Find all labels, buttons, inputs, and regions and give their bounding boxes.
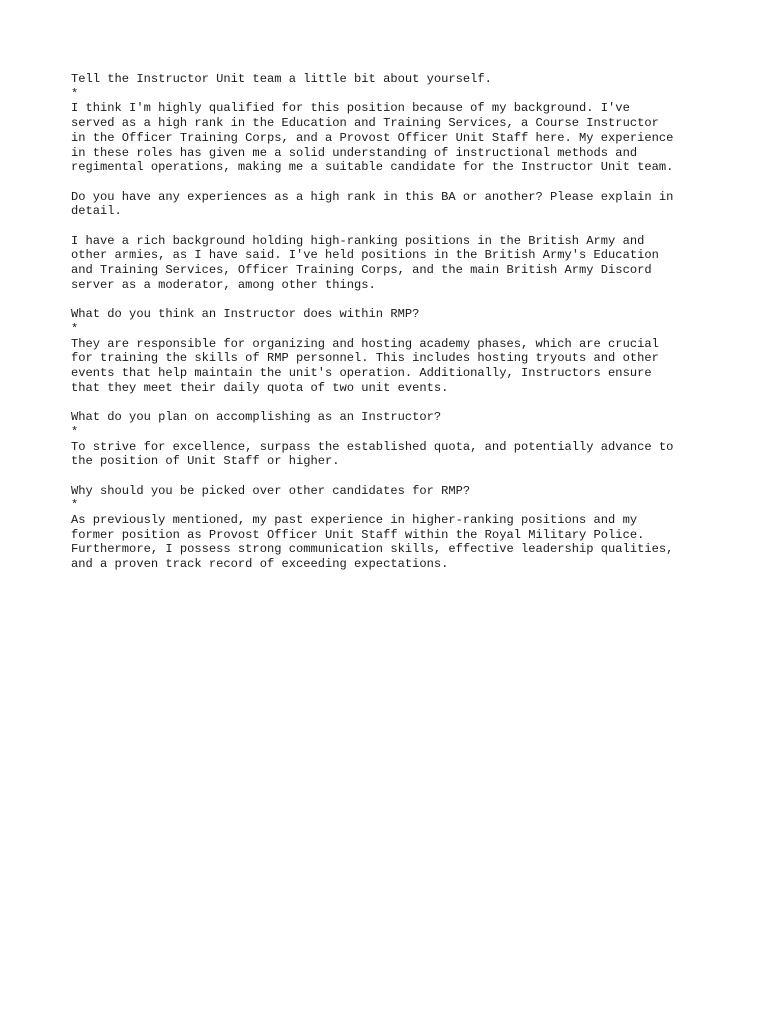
answer-5-line: Furthermore, I possess strong communication skills, effective leadership qualities, — [71, 542, 674, 557]
answer-3-line: events that help maintain the unit's operation. Additionally, Instructors ensure — [71, 366, 652, 381]
question-3-line: What do you think an Instructor does within RMP? — [71, 307, 420, 322]
answer-3-line: that they meet their daily quota of two unit events. — [71, 380, 449, 395]
question-4-line: What do you plan on accomplishing as an Instructor? — [71, 410, 442, 425]
answer-2-line: and Training Services, Officer Training Corps, and the main British Army Discord — [71, 263, 652, 278]
answer-5-line: former position as Provost Officer Unit Staff within the Royal Military Police. — [71, 527, 645, 542]
answer-4-line: To strive for excellence, surpass the established quota, and potentially advance to — [71, 439, 674, 454]
answer-3-line: They are responsible for organizing and hosting academy phases, which are crucial — [71, 336, 659, 351]
answer-2-line: I have a rich background holding high-ranking positions in the British Army and — [71, 233, 645, 248]
blank-line — [71, 469, 711, 484]
question-2-line: detail. — [71, 204, 122, 219]
required-marker: * — [71, 424, 79, 439]
answer-1-line: in these roles has given me a solid understanding of instructional methods and — [71, 145, 638, 160]
blank-line — [71, 293, 711, 308]
blank-line — [71, 219, 711, 234]
question-2-line: Do you have any experiences as a high rank in this BA or another? Please explain in — [71, 189, 674, 204]
required-marker: * — [71, 498, 79, 513]
answer-5-line: As previously mentioned, my past experience in higher-ranking positions and my — [71, 513, 638, 528]
answer-1-line: in the Officer Training Corps, and a Provost Officer Unit Staff here. My experience — [71, 130, 674, 145]
answer-2-line: server as a moderator, among other things. — [71, 277, 376, 292]
answer-2-line: other armies, as I have said. I've held positions in the British Army's Education — [71, 248, 659, 263]
required-marker: * — [71, 321, 79, 336]
answer-1-line: regimental operations, making me a suitable candidate for the Instructor Unit team. — [71, 160, 674, 175]
blank-line — [71, 175, 711, 190]
answer-3-line: for training the skills of RMP personnel. This includes hosting tryouts and other — [71, 351, 659, 366]
answer-4-line: the position of Unit Staff or higher. — [71, 454, 340, 469]
question-1-line: Tell the Instructor Unit team a little bit about yourself. — [71, 72, 492, 86]
answer-1-line: I think I'm highly qualified for this position because of my background. I've — [71, 101, 630, 116]
blank-line — [71, 395, 711, 410]
answer-1-line: served as a high rank in the Education and Training Services, a Course Instructor — [71, 116, 659, 131]
required-marker: * — [71, 86, 79, 101]
document-page — [71, 72, 711, 572]
question-5-line: Why should you be picked over other candidates for RMP? — [71, 483, 471, 498]
answer-5-line: and a proven track record of exceeding expectations. — [71, 557, 449, 572]
